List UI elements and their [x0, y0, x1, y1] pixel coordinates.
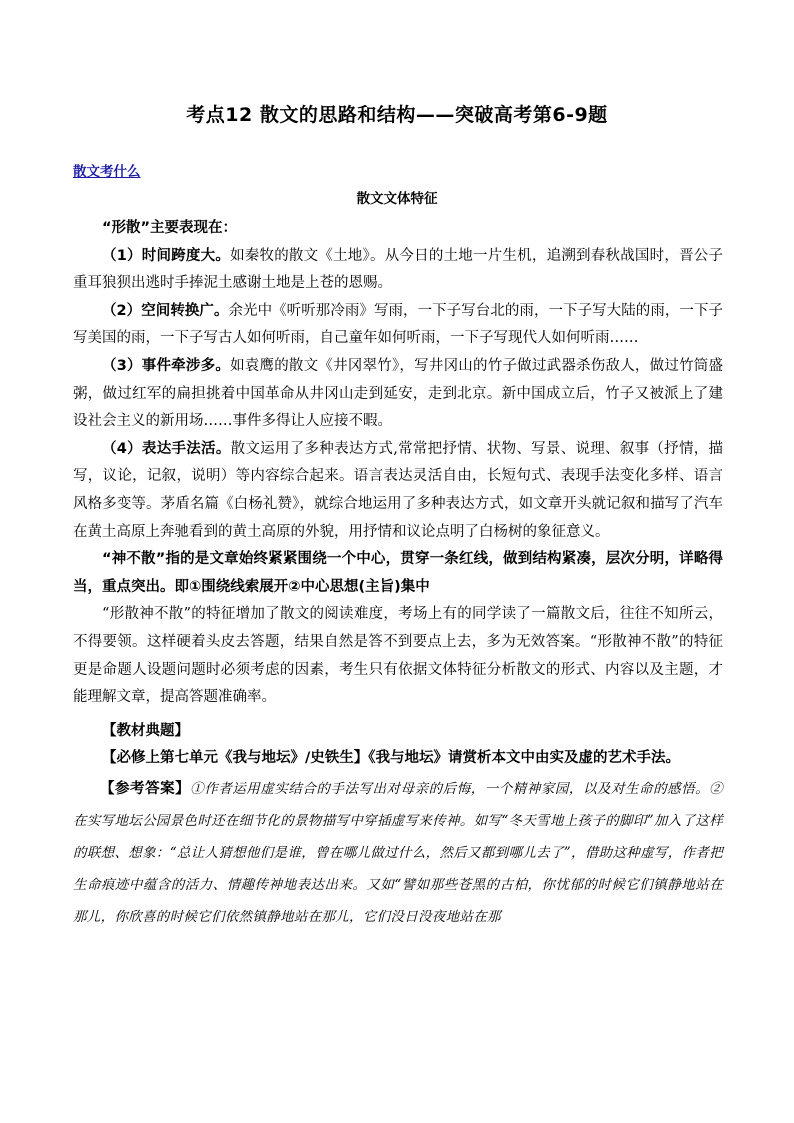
point-4: （4）表达手法活。散文运用了多种表达方式,常常把抒情、状物、写景、说理、叙事（抒情，描写，议论，记叙，说明）等内容综合起来。语言表达灵活自由，长短句式、表现手法变化多样、语言风格多变等。茅盾名篇《白杨礼赞》，就综合地运用了多种表达方式，如文章开头就记叙和描写了汽车在黄土高原上奔驰看到的黄土高原的外貌，用抒情和议论点明了白杨树的象征意义。 — [73, 440, 724, 540]
answer-text: ①作者运用虚实结合的手法写出对母亲的后悔，一个精神家园，以及对生命的感悟。②在实写地坛公园景色时还在细节化的景物描写中穿插虚写来传神。如写“冬天雪地上孩子的脚印”加入了这样的联想、想象：“总让人猜想他们是谁，曾在哪儿做过什么，然后又都到哪儿去了”，借助这种虚写，作者把生命痕迹中蕴含的活力、情趣传神地表达出来。又如“譬如那些苍黑的古柏，你忧郁的时候它们镇静地站在那儿，你欣喜的时候它们依然镇静地站在那儿，它们没日没夜地站在那 — [73, 780, 723, 925]
page-title: 考点12 散文的思路和结构——突破高考第6-9题 — [186, 104, 608, 126]
shenbusan-paragraph: “神不散”指的是文章始终紧紧围绕一个中心，贯穿一条红线，做到结构紧凑，层次分明，详略得当，重点突出。即①围绕线索展开②中心思想(主旨)集中 — [73, 551, 723, 595]
section-link-what-prose-tests[interactable]: 散文考什么 — [73, 164, 141, 180]
example-answer — [73, 773, 723, 933]
example-heading: 【教材典题】 — [102, 722, 189, 739]
example-question: 【必修上第七单元《我与地坛》/史铁生】《我与地坛》请赏析本文中由实及虚的艺术手法。 — [102, 750, 681, 767]
section-subtitle: 散文文体特征 — [356, 191, 438, 207]
answer-label: 【参考答案】 — [100, 780, 191, 797]
xingsan-heading: “形散”主要表现在： — [102, 220, 238, 236]
point-3: （3）事件牵涉多。如袁鹰的散文《井冈翠竹》，写井冈山的竹子做过武器杀伤敌人，做过竹筒盛粥，做过红军的扁担挑着中国革命从井冈山走到延安，走到北京。新中国成立后，竹子又被派上了建设社会主义的新用场……事件多得让人应接不暇。 — [73, 357, 724, 430]
point-2: （2）空间转换广。余光中《听听那冷雨》写雨，一下子写台北的雨，一下子写大陆的雨，一下子写美国的雨，一下子写古人如何听雨，自己童年如何听雨，一下子写现代人如何听雨…… — [73, 302, 723, 347]
point-1: （1）时间跨度大。如秦牧的散文《土地》。从今日的土地一片生机，追溯到春秋战国时，晋公子重耳狼狈出逃时手捧泥土感谢土地是上苍的恩赐。 — [73, 247, 724, 292]
document-body — [73, 215, 723, 933]
analysis-paragraph: “形散神不散”的特征增加了散文的阅读难度，考场上有的同学读了一篇散文后，往往不知所云，不得要领。这样硬着头皮去答题，结果自然是答不到要点上去，多为无效答案。“形散神不散”的特征更是命题人设题问题时必须考虑的因素，考生只有依据文体特征分析散文的形式、内容以及主题，才能理解文章，提高答题准确率。 — [73, 606, 723, 706]
